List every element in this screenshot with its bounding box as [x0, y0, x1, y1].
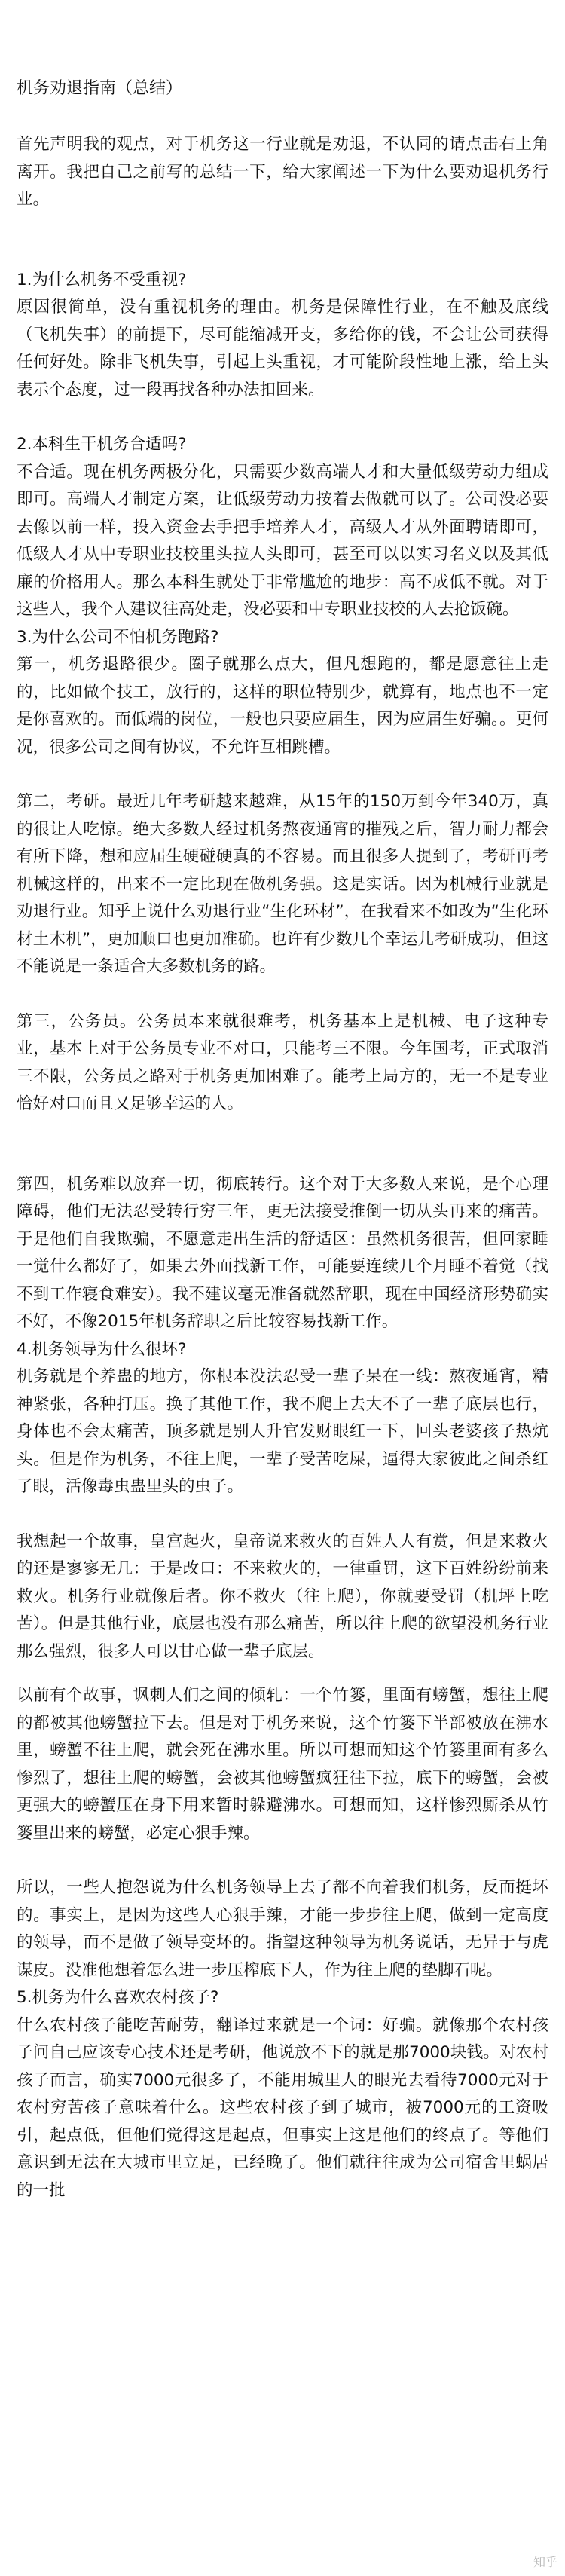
- section-4-story-2: 以前有个故事，讽刺人们之间的倾轧：一个竹篓，里面有螃蟹，想往上爬的都被其他螃蟹拉下去。但是对于机务来说，这个竹篓下半部被放在沸水里，螃蟹不往上爬，就会死在沸水里。所以可想而知这个竹篓里面有多么惨烈了，想往上爬的螃蟹，会被其他螃蟹疯狂往下拉，底下的螃蟹，会被更强大的螃蟹压在身下用来暂时躲避沸水。可想而知，这样惨烈厮杀从竹篓里出来的螃蟹，必定心狠手辣。: [17, 1686, 548, 1843]
- section-3-point-2: 第二，考研。最近几年考研越来越难，从15年的150万到今年340万，真的很让人吃惊。绝大多数人经过机务熬夜通宵的摧残之后，智力耐力都会有所下降，想和应届生硬碰硬真的不容易。而且很多人提到了，考研再考机械这样的，出来不一定比现在做机务强。这是实话。因为机械行业就是劝退行业。知乎上说什么劝退行业“生化环材”，在我看来不如改为“生化环材土木机”，更加顺口也更加准确。也许有少数几个幸运儿考研成功，但这不能说是一条适合大多数机务的路。: [17, 792, 548, 976]
- section-3-heading: 3.为什么公司不怕机务跑路?: [17, 627, 219, 647]
- section-5-heading: 5.机务为什么喜欢农村孩子?: [17, 1988, 219, 2007]
- section-3-point-4: 第四，机务难以放弃一切，彻底转行。这个对于大多数人来说，是个心理障碍，他们无法忍受转行穷三年，更无法接受推倒一切从头再来的痛苦。于是他们自我欺骗，不愿意走出生活的舒适区：虽然机务很苦，但回家睡一觉什么都好了，如果去外面找新工作，可能要连续几个月睡不着觉（找不到工作寝食难安）。我不建议毫无准备就然辞职，现在中国经济形势确实不好，不像2015年机务辞职之后比较容易找新工作。: [17, 1174, 548, 1331]
- section-2-heading: 2.本科生干机务合适吗?: [17, 435, 187, 454]
- section-1-body: 原因很简单，没有重视机务的理由。机务是保障性行业，在不触及底线（飞机失事）的前提下，尽可能缩减开支，多给你的钱，不会让公司获得任何好处。除非飞机失事，引起上头重视，才可能阶段性地上涨，给上头表示个态度，过一段再找各种办法扣回来。: [17, 298, 548, 399]
- section-4-story-3: 所以，一些人抱怨说为什么机务领导上去了都不向着我们机务，反而挺坏的。事实上，是因为这些人心狠手辣，才能一步步往上爬，做到一定高度的领导，而不是做了领导变坏的。指望这种领导为机务说话，无异于与虎谋皮。没准他想着怎么进一步压榨底下人，作为往上爬的垫脚石呢。: [17, 1878, 548, 1980]
- document-title: 机务劝退指南（总结）: [17, 79, 183, 98]
- section-4-heading: 4.机务领导为什么很坏?: [17, 1339, 187, 1359]
- intro-paragraph: 首先声明我的观点，对于机务这一行业就是劝退，不认同的请点击右上角离开。我把自己之前写的总结一下，给大家阐述一下为什么要劝退机务行业。: [17, 135, 548, 209]
- section-1-heading: 1.为什么机务不受重视?: [17, 270, 187, 289]
- section-3-point-3: 第三，公务员。公务员本来就很难考，机务基本上是机械、电子这种专业，基本上对于公务员专业不对口，只能考三不限。今年国考，正式取消三不限，公务员之路对于机务更加困难了。能考上局方的，无一不是专业恰好对口而且又足够幸运的人。: [17, 1011, 548, 1113]
- section-4-body: 机务就是个养蛊的地方，你根本没法忍受一辈子呆在一线：熬夜通宵，精神紧张，各种打压。换了其他工作，我不爬上去大不了一辈子底层也行，身体也不会太痛苦，顶多就是别人升官发财眼红一下，回头老婆孩子热炕头。但是作为机务，不往上爬，一辈子受苦吃屎，逼得大家彼此之间杀红了眼，活像毒虫蛊里头的虫子。: [17, 1367, 548, 1496]
- section-4-story-1: 我想起一个故事，皇宫起火，皇帝说来救火的百姓人人有赏，但是来救火的还是寥寥无几：于是改口：不来救火的，一律重罚，这下百姓纷纷前来救火。机务行业就像后者。你不救火（往上爬），你就要受罚（机坪上吃苦）。但是其他行业，底层也没有那么痛苦，所以往上爬的欲望没机务行业那么强烈，很多人可以甘心做一辈子底层。: [17, 1531, 548, 1661]
- section-3-body: 第一，机务退路很少。圈子就那么点大，但凡想跑的，都是愿意往上走的，比如做个技工，放行的，这样的职位特别少，就算有，地点也不一定是你喜欢的。而低端的岗位，一般也只要应届生，因为应届生好骗。。更何况，很多公司之间有协议，不允许互相跳槽。: [17, 655, 548, 757]
- section-2-body: 不合适。现在机务两极分化，只需要少数高端人才和大量低级劳动力组成即可。高端人才制定方案，让低级劳动力按着去做就可以了。公司没必要去像以前一样，投入资金去手把手培养人才，高级人才从外面聘请即可，低级人才从中专职业技校里头拉人头即可，甚至可以以实习名义以及其低廉的价格用人。那么本科生就处于非常尴尬的地步：高不成低不就。对于这些人，我个人建议往高处走，没必要和中专职业技校的人去抢饭碗。: [17, 462, 548, 619]
- section-5-body: 什么农村孩子能吃苦耐劳，翻译过来就是一个词：好骗。就像那个农村孩子问自己应该专心技术还是考研，他说放不下的就是那7000块钱。对农村孩子而言，确实7000元很多了，不能用城里人的眼光去看待7000元对于农村穷苦孩子意味着什么。这些农村孩子到了城市，被7000元的工资吸引，起点低，但他们觉得这是起点，但事实上这是他们的终点了。等他们意识到无法在大城市里立足，已经晚了。他们就往往成为公司宿舍里蜗居的一批: [17, 2015, 548, 2200]
- watermark: 知乎: [533, 2555, 557, 2569]
